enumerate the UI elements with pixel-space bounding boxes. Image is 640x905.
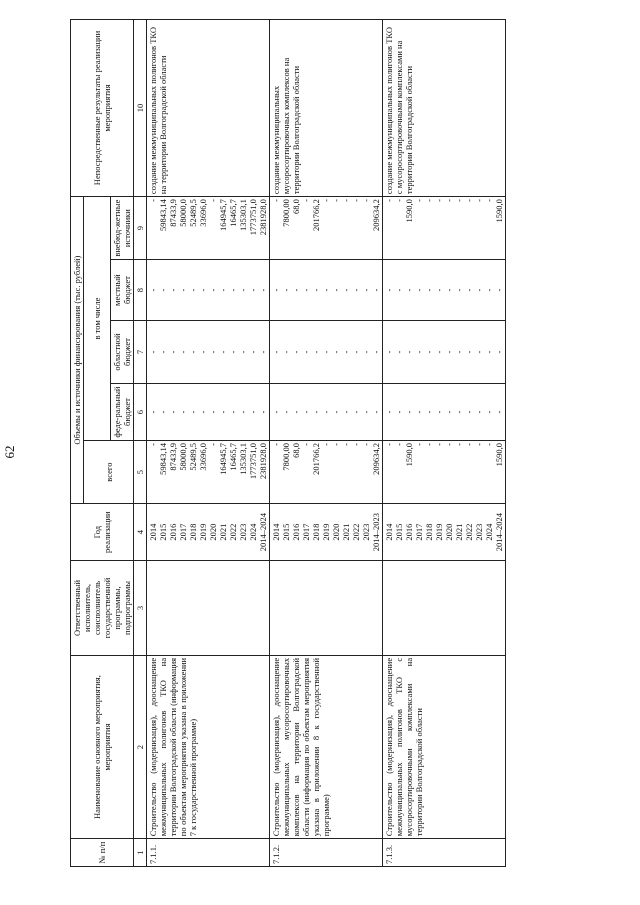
cell-value: 2022 <box>228 523 238 541</box>
cell-value: - <box>424 350 434 354</box>
cell-value: - <box>258 350 268 354</box>
cell-value: - <box>321 199 331 202</box>
cell-value: 201766,2 <box>311 443 321 475</box>
column-number: 2 <box>134 655 147 838</box>
cell-value: - <box>474 410 484 414</box>
cell-value: - <box>484 443 494 446</box>
cell-value: - <box>291 410 301 414</box>
column-number-row <box>134 20 147 867</box>
cell-value: - <box>331 443 341 446</box>
cell-value: 2015 <box>158 523 168 541</box>
cell-value: 16465,7 <box>228 443 238 471</box>
cell-value: 164945,7 <box>218 199 228 231</box>
federal-cell <box>383 384 506 441</box>
cell-value: 2024 <box>484 523 494 541</box>
cell-value: - <box>301 350 311 354</box>
cell-value: - <box>311 350 321 354</box>
cell-value: - <box>454 199 464 202</box>
cell-value: - <box>361 350 371 354</box>
cell-value: 59843,14 <box>158 443 168 475</box>
cell-value: 7800,00 <box>281 199 291 227</box>
cell-value: - <box>384 443 394 446</box>
local-cell <box>147 260 270 321</box>
financing-table <box>70 19 506 867</box>
cell-value: - <box>148 410 158 414</box>
page-number: 62 <box>2 445 17 459</box>
cell-value: - <box>178 350 188 354</box>
cell-value: - <box>208 410 218 414</box>
cell-value: - <box>494 410 504 414</box>
cell-value: - <box>271 288 281 292</box>
cell-value: - <box>484 410 494 414</box>
cell-value: - <box>474 288 484 292</box>
cell-value: - <box>484 288 494 292</box>
column-number: 4 <box>134 504 147 561</box>
cell-value: - <box>248 350 258 354</box>
cell-value: - <box>414 288 424 292</box>
cell-value: 135303,1 <box>238 199 248 231</box>
cell-value: - <box>484 350 494 354</box>
cell-value: - <box>238 350 248 354</box>
cell-value: - <box>424 288 434 292</box>
cell-value: 87433,9 <box>168 443 178 471</box>
header-regional: областной бюджет <box>111 320 134 383</box>
cell-value: - <box>331 199 341 202</box>
cell-value: - <box>238 410 248 414</box>
cell-value: 2381928,0 <box>258 199 268 236</box>
cell-value: - <box>321 288 331 292</box>
header-finance: Объемы и источники финансирования (тыс. рублей) <box>71 197 84 504</box>
result-cell: создание межмуниципальных мусоросортировочных комплексов на территории Волгоградской области <box>270 20 383 197</box>
cell-value: - <box>454 443 464 446</box>
cell-value: - <box>178 410 188 414</box>
cell-value: - <box>394 443 404 446</box>
cell-value: - <box>198 288 208 292</box>
executor-cell <box>147 561 270 656</box>
cell-value: - <box>301 199 311 202</box>
cell-value: - <box>341 288 351 292</box>
column-number: 8 <box>134 260 147 321</box>
regional-cell <box>383 320 506 383</box>
table-row <box>383 20 506 867</box>
cell-value: 2021 <box>218 523 228 541</box>
cell-value: - <box>178 288 188 292</box>
cell-value: - <box>384 199 394 202</box>
cell-value: - <box>341 199 351 202</box>
cell-value: 2017 <box>178 523 188 541</box>
cell-value: - <box>271 199 281 202</box>
header-executor: Ответственный исполнитель, соисполнитель государственной программы, подпрограммы <box>71 561 134 656</box>
cell-value: - <box>321 410 331 414</box>
cell-value: - <box>454 288 464 292</box>
cell-value: - <box>258 410 268 414</box>
column-number: 10 <box>134 20 147 197</box>
cell-value: 201766,2 <box>311 199 321 231</box>
cell-value: 1590,0 <box>404 443 414 467</box>
cell-value: 2018 <box>424 523 434 541</box>
cell-value: - <box>434 410 444 414</box>
header-incl: в том числе <box>84 197 111 441</box>
cell-value: - <box>424 443 434 446</box>
cell-value: 2015 <box>281 523 291 541</box>
cell-value: - <box>331 350 341 354</box>
cell-value: 2018 <box>311 523 321 541</box>
cell-value: 1590,0 <box>494 199 504 223</box>
cell-value: - <box>271 350 281 354</box>
cell-value: - <box>148 443 158 446</box>
cell-value: - <box>208 288 218 292</box>
cell-value: - <box>454 350 464 354</box>
cell-value: - <box>371 350 381 354</box>
row-number: 7.1.2. <box>270 839 383 867</box>
cell-value: - <box>434 350 444 354</box>
regional-cell <box>270 320 383 383</box>
total-cell <box>383 441 506 504</box>
cell-value: - <box>188 410 198 414</box>
cell-value: - <box>271 443 281 446</box>
cell-value: - <box>444 443 454 446</box>
cell-value: 68,0 <box>291 199 301 214</box>
cell-value: - <box>444 410 454 414</box>
total-cell <box>270 441 383 504</box>
cell-value: 2014 <box>271 523 281 541</box>
cell-value: - <box>361 443 371 446</box>
activity-name: Строительство (модернизация), дооснащение межмуниципальных полигонов ТКО с мусоросортировочными комплексами на территории Волгоградской области <box>383 655 506 838</box>
cell-value: - <box>444 350 454 354</box>
cell-value: 2021 <box>454 523 464 541</box>
row-number: 7.1.3. <box>383 839 506 867</box>
column-number: 1 <box>134 839 147 867</box>
cell-value: - <box>464 199 474 202</box>
cell-value: 2020 <box>331 523 341 541</box>
cell-value: - <box>464 410 474 414</box>
cell-value: - <box>301 288 311 292</box>
cell-value: 58000,0 <box>178 443 188 471</box>
cell-value: - <box>371 410 381 414</box>
cell-value: - <box>394 199 404 202</box>
cell-value: - <box>464 288 474 292</box>
cell-value: - <box>311 410 321 414</box>
cell-value: - <box>434 288 444 292</box>
regional-cell <box>147 320 270 383</box>
cell-value: - <box>424 199 434 202</box>
cell-value: - <box>218 288 228 292</box>
cell-value: 1773751,0 <box>248 443 258 480</box>
cell-value: - <box>208 443 218 446</box>
cell-value: 2014–2023 <box>371 513 381 552</box>
cell-value: - <box>474 199 484 202</box>
header-total: всего <box>84 441 134 504</box>
cell-value: - <box>228 288 238 292</box>
cell-value: - <box>444 288 454 292</box>
header-extra: внебюд-жетные источники <box>111 197 134 260</box>
column-number: 5 <box>134 441 147 504</box>
cell-value: - <box>351 288 361 292</box>
cell-value: - <box>494 350 504 354</box>
cell-value: - <box>281 288 291 292</box>
cell-value: 58000,0 <box>178 199 188 227</box>
cell-value: 33696,0 <box>198 443 208 471</box>
cell-value: - <box>351 199 361 202</box>
cell-value: - <box>424 410 434 414</box>
header-results: Непосредственные результаты реализации мероприятия <box>71 20 134 197</box>
cell-value: - <box>384 410 394 414</box>
cell-value: - <box>258 288 268 292</box>
cell-value: 52489,5 <box>188 443 198 471</box>
local-cell <box>270 260 383 321</box>
cell-value: - <box>158 350 168 354</box>
cell-value: - <box>301 410 311 414</box>
cell-value: - <box>291 350 301 354</box>
cell-value: - <box>218 350 228 354</box>
cell-value: 164945,7 <box>218 443 228 475</box>
cell-value: - <box>228 410 238 414</box>
executor-cell <box>383 561 506 656</box>
cell-value: - <box>371 288 381 292</box>
cell-value: 2014–2024 <box>494 513 504 552</box>
cell-value: 209634,2 <box>371 443 381 475</box>
cell-value: 2019 <box>434 523 444 541</box>
cell-value: - <box>148 199 158 202</box>
cell-value: - <box>394 288 404 292</box>
cell-value: 1773751,0 <box>248 199 258 236</box>
cell-value: 2019 <box>321 523 331 541</box>
cell-value: - <box>361 288 371 292</box>
cell-value: - <box>331 410 341 414</box>
cell-value: - <box>238 288 248 292</box>
cell-value: 2023 <box>238 523 248 541</box>
cell-value: - <box>341 350 351 354</box>
cell-value: - <box>351 410 361 414</box>
cell-value: - <box>148 350 158 354</box>
cell-value: 2023 <box>361 523 371 541</box>
cell-value: 2014 <box>384 523 394 541</box>
cell-value: - <box>351 350 361 354</box>
cell-value: 2022 <box>351 523 361 541</box>
extra-cell <box>147 197 270 260</box>
cell-value: - <box>351 443 361 446</box>
years-cell <box>383 504 506 561</box>
cell-value: - <box>474 350 484 354</box>
years-cell <box>270 504 383 561</box>
local-cell <box>383 260 506 321</box>
header-local: местный бюджет <box>111 260 134 321</box>
cell-value: - <box>321 350 331 354</box>
column-number: 6 <box>134 384 147 441</box>
cell-value: 2017 <box>301 523 311 541</box>
cell-value: 2020 <box>208 523 218 541</box>
cell-value: - <box>454 410 464 414</box>
federal-cell <box>147 384 270 441</box>
cell-value: - <box>301 443 311 446</box>
cell-value: 2018 <box>188 523 198 541</box>
cell-value: - <box>168 410 178 414</box>
cell-value: - <box>321 443 331 446</box>
cell-value: 52489,5 <box>188 199 198 227</box>
activity-name: Строительство (модернизация), дооснащение межмуниципальных полигонов ТКО на территории Волгоградской области (информация по объектам мероприятия указана в приложении 7 к государственной программе) <box>147 655 270 838</box>
rotated-sheet <box>62 0 640 905</box>
cell-value: - <box>158 410 168 414</box>
cell-value: - <box>188 350 198 354</box>
cell-value: - <box>394 350 404 354</box>
result-cell: создание межмуниципальных полигонов ТКО на территории Волгоградской области <box>147 20 270 197</box>
cell-value: 87433,9 <box>168 199 178 227</box>
total-cell <box>147 441 270 504</box>
cell-value: 2014 <box>148 523 158 541</box>
column-number: 9 <box>134 197 147 260</box>
cell-value: 2020 <box>444 523 454 541</box>
cell-value: - <box>464 443 474 446</box>
cell-value: 2014–2024 <box>258 513 268 552</box>
cell-value: 2023 <box>474 523 484 541</box>
cell-value: - <box>404 350 414 354</box>
cell-value: - <box>148 288 158 292</box>
federal-cell <box>270 384 383 441</box>
cell-value: - <box>414 350 424 354</box>
cell-value: - <box>248 410 258 414</box>
cell-value: - <box>248 288 258 292</box>
cell-value: 2019 <box>198 523 208 541</box>
cell-value: 1590,0 <box>494 443 504 467</box>
cell-value: - <box>291 288 301 292</box>
cell-value: - <box>384 350 394 354</box>
cell-value: 59843,14 <box>158 199 168 231</box>
cell-value: - <box>158 288 168 292</box>
cell-value: - <box>414 443 424 446</box>
cell-value: - <box>404 410 414 414</box>
table-row <box>147 20 270 867</box>
cell-value: - <box>384 288 394 292</box>
cell-value: - <box>361 199 371 202</box>
cell-value: - <box>434 443 444 446</box>
cell-value: 1590,0 <box>404 199 414 223</box>
header-federal: феде-ральный бюджет <box>111 384 134 441</box>
cell-value: - <box>311 288 321 292</box>
cell-value: 2016 <box>404 523 414 541</box>
cell-value: 2021 <box>341 523 351 541</box>
cell-value: - <box>168 350 178 354</box>
cell-value: - <box>281 410 291 414</box>
column-number: 3 <box>134 561 147 656</box>
cell-value: - <box>474 443 484 446</box>
executor-cell <box>270 561 383 656</box>
cell-value: - <box>361 410 371 414</box>
cell-value: - <box>414 199 424 202</box>
cell-value: 2016 <box>168 523 178 541</box>
cell-value: - <box>341 443 351 446</box>
cell-value: 33696,0 <box>198 199 208 227</box>
cell-value: - <box>168 288 178 292</box>
cell-value: 16465,7 <box>228 199 238 227</box>
cell-value: - <box>228 350 238 354</box>
years-cell <box>147 504 270 561</box>
header-year: Год реализации <box>71 504 134 561</box>
cell-value: - <box>394 410 404 414</box>
cell-value: - <box>208 199 218 202</box>
activity-name: Строительство (модернизация), дооснащение межмуниципальных мусоросортировочных комплексов на территории Волгоградской области (информация по объектам мероприятия указана в приложении 8 к государственной программе) <box>270 655 383 838</box>
result-cell: создание межмуниципальных полигонов ТКО с мусоросортировочными комплексами на территории Волгоградской области <box>383 20 506 197</box>
cell-value: - <box>281 350 291 354</box>
column-number: 7 <box>134 320 147 383</box>
cell-value: - <box>271 410 281 414</box>
extra-cell <box>383 197 506 260</box>
table-row <box>270 20 383 867</box>
cell-value: 2381928,0 <box>258 443 268 480</box>
cell-value: - <box>484 199 494 202</box>
cell-value: 2017 <box>414 523 424 541</box>
header-no: № п/п <box>71 839 134 867</box>
cell-value: 209634,2 <box>371 199 381 231</box>
cell-value: - <box>434 199 444 202</box>
extra-cell <box>270 197 383 260</box>
cell-value: 2024 <box>248 523 258 541</box>
cell-value: - <box>208 350 218 354</box>
cell-value: - <box>404 288 414 292</box>
cell-value: - <box>218 410 228 414</box>
cell-value: - <box>494 288 504 292</box>
header-name: Наименование основного мероприятия, мероприятия <box>71 655 134 838</box>
cell-value: - <box>444 199 454 202</box>
cell-value: - <box>341 410 351 414</box>
cell-value: 7800,00 <box>281 443 291 471</box>
cell-value: 2016 <box>291 523 301 541</box>
cell-value: 2022 <box>464 523 474 541</box>
cell-value: - <box>188 288 198 292</box>
cell-value: - <box>198 350 208 354</box>
cell-value: 135303,1 <box>238 443 248 475</box>
row-number: 7.1.1. <box>147 839 270 867</box>
cell-value: 68,0 <box>291 443 301 458</box>
cell-value: 2015 <box>394 523 404 541</box>
cell-value: - <box>464 350 474 354</box>
cell-value: - <box>331 288 341 292</box>
cell-value: - <box>414 410 424 414</box>
cell-value: - <box>198 410 208 414</box>
